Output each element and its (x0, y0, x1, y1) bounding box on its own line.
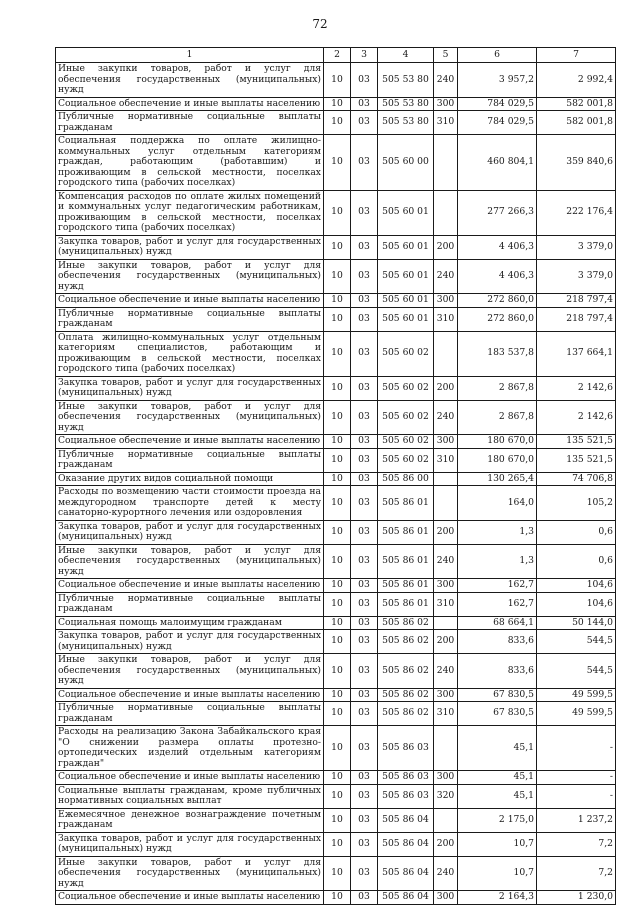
subsection-code: 03 (351, 259, 378, 294)
item-name: Публичные нормативные социальные выплаты гражданам (56, 592, 324, 616)
item-name: Социальное обеспечение и иные выплаты населению (56, 97, 324, 111)
amount-executed: 74 706,8 (537, 472, 616, 486)
amount-planned: 2 867,8 (458, 400, 537, 435)
target-article-code: 505 60 01 (378, 294, 434, 308)
amount-planned: 277 266,3 (458, 190, 537, 235)
amount-executed: 104,6 (537, 592, 616, 616)
table-row (56, 400, 616, 435)
target-article-code: 505 60 02 (378, 448, 434, 472)
section-code: 10 (324, 376, 351, 400)
subsection-code: 03 (351, 856, 378, 891)
page-number: 72 (312, 17, 328, 31)
amount-executed: 7,2 (537, 856, 616, 891)
target-article-code: 505 86 02 (378, 616, 434, 630)
item-name: Закупка товаров, работ и услуг для государственных (муниципальных) нужд (56, 832, 324, 856)
amount-executed: - (537, 726, 616, 771)
expense-type-code: 240 (434, 63, 458, 98)
amount-planned: 272 860,0 (458, 307, 537, 331)
amount-planned: 1,3 (458, 520, 537, 544)
subsection-code: 03 (351, 630, 378, 654)
table-row (56, 294, 616, 308)
item-name: Закупка товаров, работ и услуг для государственных (муниципальных) нужд (56, 376, 324, 400)
amount-planned: 2 175,0 (458, 808, 537, 832)
item-name: Компенсация расходов по оплате жилых помещений и коммунальных услуг педагогическим работникам, проживающим в сельской местности, поселках городского типа (рабочих поселках) (56, 190, 324, 235)
subsection-code: 03 (351, 435, 378, 449)
item-name: Расходы на реализацию Закона Забайкальского края "О снижении размера оплаты протезно-ортопедических изделий отдельным категориям граждан" (56, 726, 324, 771)
target-article-code: 505 86 04 (378, 856, 434, 891)
subsection-code: 03 (351, 235, 378, 259)
amount-executed: 582 001,8 (537, 97, 616, 111)
section-code: 10 (324, 520, 351, 544)
amount-planned: 180 670,0 (458, 435, 537, 449)
expense-type-code: 200 (434, 520, 458, 544)
item-name: Ежемесячное денежное вознаграждение почетным гражданам (56, 808, 324, 832)
item-name: Социальное обеспечение и иные выплаты населению (56, 294, 324, 308)
table-row (56, 688, 616, 702)
target-article-code: 505 86 02 (378, 654, 434, 689)
amount-executed: 49 599,5 (537, 702, 616, 726)
amount-planned: 67 830,5 (458, 688, 537, 702)
expense-type-code: 240 (434, 544, 458, 579)
table-row (56, 190, 616, 235)
amount-executed: 222 176,4 (537, 190, 616, 235)
header-row (56, 48, 616, 63)
item-name: Социальная поддержка по оплате жилищно-коммунальных услуг отдельным категориям граждан, работающим (работавшим) и проживающим в сельской местности, поселках городского типа (рабочих поселках) (56, 135, 324, 191)
table-row (56, 544, 616, 579)
amount-executed: 49 599,5 (537, 688, 616, 702)
subsection-code: 03 (351, 688, 378, 702)
table-row (56, 520, 616, 544)
target-article-code: 505 60 01 (378, 190, 434, 235)
subsection-code: 03 (351, 307, 378, 331)
subsection-code: 03 (351, 832, 378, 856)
subsection-code: 03 (351, 111, 378, 135)
subsection-code: 03 (351, 702, 378, 726)
table-row (56, 784, 616, 808)
section-code: 10 (324, 544, 351, 579)
subsection-code: 03 (351, 808, 378, 832)
target-article-code: 505 86 02 (378, 702, 434, 726)
target-article-code: 505 53 80 (378, 111, 434, 135)
table-row (56, 630, 616, 654)
table-row (56, 579, 616, 593)
expense-type-code: 200 (434, 832, 458, 856)
expense-type-code: 300 (434, 97, 458, 111)
expense-type-code: 310 (434, 702, 458, 726)
amount-planned: 10,7 (458, 856, 537, 891)
item-name: Социальные выплаты гражданам, кроме публичных нормативных социальных выплат (56, 784, 324, 808)
expense-type-code (434, 486, 458, 521)
expense-type-code: 300 (434, 891, 458, 905)
expense-type-code: 200 (434, 376, 458, 400)
item-name: Социальное обеспечение и иные выплаты населению (56, 435, 324, 449)
subsection-code: 03 (351, 486, 378, 521)
item-name: Закупка товаров, работ и услуг для государственных (муниципальных) нужд (56, 630, 324, 654)
amount-executed: 7,2 (537, 832, 616, 856)
subsection-code: 03 (351, 520, 378, 544)
subsection-code: 03 (351, 376, 378, 400)
target-article-code: 505 60 01 (378, 307, 434, 331)
item-name: Иные закупки товаров, работ и услуг для обеспечения государственных (муниципальных) нужд (56, 259, 324, 294)
section-code: 10 (324, 579, 351, 593)
budget-table-body (56, 63, 616, 905)
table-row (56, 376, 616, 400)
table-row (56, 654, 616, 689)
item-name: Иные закупки товаров, работ и услуг для обеспечения государственных (муниципальных) нужд (56, 400, 324, 435)
table-row (56, 448, 616, 472)
expense-type-code: 320 (434, 784, 458, 808)
expense-type-code: 240 (434, 856, 458, 891)
section-code: 10 (324, 400, 351, 435)
amount-executed: 218 797,4 (537, 294, 616, 308)
table-row (56, 702, 616, 726)
section-code: 10 (324, 294, 351, 308)
target-article-code: 505 86 01 (378, 592, 434, 616)
column-header: 6 (458, 48, 537, 63)
subsection-code: 03 (351, 448, 378, 472)
section-code: 10 (324, 784, 351, 808)
amount-executed: 2 142,6 (537, 400, 616, 435)
target-article-code: 505 60 00 (378, 135, 434, 191)
amount-planned: 180 670,0 (458, 448, 537, 472)
amount-executed: 1 237,2 (537, 808, 616, 832)
amount-planned: 2 867,8 (458, 376, 537, 400)
target-article-code: 505 86 01 (378, 486, 434, 521)
target-article-code: 505 86 04 (378, 808, 434, 832)
item-name: Закупка товаров, работ и услуг для государственных (муниципальных) нужд (56, 235, 324, 259)
item-name: Социальное обеспечение и иные выплаты населению (56, 579, 324, 593)
table-row (56, 111, 616, 135)
section-code: 10 (324, 486, 351, 521)
section-code: 10 (324, 688, 351, 702)
expense-type-code: 310 (434, 592, 458, 616)
item-name: Оказание других видов социальной помощи (56, 472, 324, 486)
item-name: Публичные нормативные социальные выплаты гражданам (56, 448, 324, 472)
item-name: Социальное обеспечение и иные выплаты населению (56, 771, 324, 785)
target-article-code: 505 60 02 (378, 331, 434, 376)
target-article-code: 505 86 03 (378, 771, 434, 785)
section-code: 10 (324, 435, 351, 449)
column-header: 3 (351, 48, 378, 63)
subsection-code: 03 (351, 726, 378, 771)
amount-planned: 4 406,3 (458, 235, 537, 259)
amount-planned: 45,1 (458, 771, 537, 785)
table-row (56, 259, 616, 294)
subsection-code: 03 (351, 331, 378, 376)
expense-type-code: 300 (434, 294, 458, 308)
amount-planned: 272 860,0 (458, 294, 537, 308)
section-code: 10 (324, 135, 351, 191)
target-article-code: 505 60 02 (378, 435, 434, 449)
amount-planned: 833,6 (458, 630, 537, 654)
section-code: 10 (324, 331, 351, 376)
table-row (56, 331, 616, 376)
expense-type-code: 310 (434, 448, 458, 472)
amount-planned: 164,0 (458, 486, 537, 521)
target-article-code: 505 86 02 (378, 688, 434, 702)
amount-executed: 2 992,4 (537, 63, 616, 98)
amount-executed: 3 379,0 (537, 235, 616, 259)
expense-type-code: 240 (434, 400, 458, 435)
amount-planned: 3 957,2 (458, 63, 537, 98)
expense-type-code: 300 (434, 688, 458, 702)
section-code: 10 (324, 592, 351, 616)
section-code: 10 (324, 808, 351, 832)
table-row (56, 135, 616, 191)
amount-executed: 3 379,0 (537, 259, 616, 294)
expense-type-code: 240 (434, 654, 458, 689)
item-name: Иные закупки товаров, работ и услуг для обеспечения государственных (муниципальных) нужд (56, 544, 324, 579)
expense-type-code: 300 (434, 579, 458, 593)
amount-executed: 105,2 (537, 486, 616, 521)
column-header: 1 (56, 48, 324, 63)
item-name: Публичные нормативные социальные выплаты гражданам (56, 702, 324, 726)
section-code: 10 (324, 235, 351, 259)
section-code: 10 (324, 448, 351, 472)
amount-executed: 1 230,0 (537, 891, 616, 905)
amount-executed: 544,5 (537, 654, 616, 689)
expense-type-code (434, 726, 458, 771)
section-code: 10 (324, 472, 351, 486)
subsection-code: 03 (351, 190, 378, 235)
section-code: 10 (324, 63, 351, 98)
item-name: Иные закупки товаров, работ и услуг для обеспечения государственных (муниципальных) нужд (56, 654, 324, 689)
column-header: 7 (537, 48, 616, 63)
section-code: 10 (324, 832, 351, 856)
table-row (56, 97, 616, 111)
table-row (56, 726, 616, 771)
amount-planned: 10,7 (458, 832, 537, 856)
amount-executed: 544,5 (537, 630, 616, 654)
expense-type-code: 200 (434, 630, 458, 654)
table-row (56, 486, 616, 521)
target-article-code: 505 86 01 (378, 544, 434, 579)
amount-executed: 582 001,8 (537, 111, 616, 135)
expense-type-code: 300 (434, 435, 458, 449)
target-article-code: 505 53 80 (378, 63, 434, 98)
table-row (56, 435, 616, 449)
amount-planned: 68 664,1 (458, 616, 537, 630)
item-name: Закупка товаров, работ и услуг для государственных (муниципальных) нужд (56, 520, 324, 544)
subsection-code: 03 (351, 294, 378, 308)
section-code: 10 (324, 259, 351, 294)
subsection-code: 03 (351, 579, 378, 593)
target-article-code: 505 53 80 (378, 97, 434, 111)
item-name: Социальное обеспечение и иные выплаты населению (56, 891, 324, 905)
section-code: 10 (324, 726, 351, 771)
item-name: Расходы по возмещению части стоимости проезда на междугородном транспорте детей к месту санаторно-курортного лечения или оздоровления (56, 486, 324, 521)
table-row (56, 472, 616, 486)
amount-executed: 135 521,5 (537, 435, 616, 449)
amount-executed: - (537, 771, 616, 785)
amount-planned: 162,7 (458, 592, 537, 616)
target-article-code: 505 86 01 (378, 520, 434, 544)
amount-planned: 784 029,5 (458, 111, 537, 135)
target-article-code: 505 86 03 (378, 784, 434, 808)
section-code: 10 (324, 630, 351, 654)
amount-executed: - (537, 784, 616, 808)
target-article-code: 505 60 02 (378, 400, 434, 435)
target-article-code: 505 60 02 (378, 376, 434, 400)
target-article-code: 505 86 04 (378, 891, 434, 905)
amount-planned: 162,7 (458, 579, 537, 593)
amount-executed: 135 521,5 (537, 448, 616, 472)
table-row (56, 808, 616, 832)
table-row (56, 592, 616, 616)
amount-executed: 218 797,4 (537, 307, 616, 331)
amount-planned: 45,1 (458, 726, 537, 771)
section-code: 10 (324, 307, 351, 331)
expense-type-code: 300 (434, 771, 458, 785)
amount-executed: 0,6 (537, 544, 616, 579)
subsection-code: 03 (351, 654, 378, 689)
section-code: 10 (324, 616, 351, 630)
table-row (56, 63, 616, 98)
item-name: Иные закупки товаров, работ и услуг для обеспечения государственных (муниципальных) нужд (56, 856, 324, 891)
amount-planned: 45,1 (458, 784, 537, 808)
section-code: 10 (324, 702, 351, 726)
subsection-code: 03 (351, 472, 378, 486)
item-name: Иные закупки товаров, работ и услуг для обеспечения государственных (муниципальных) нужд (56, 63, 324, 98)
table-row (56, 891, 616, 905)
expense-type-code (434, 808, 458, 832)
amount-planned: 130 265,4 (458, 472, 537, 486)
expense-type-code (434, 472, 458, 486)
target-article-code: 505 60 01 (378, 235, 434, 259)
target-article-code: 505 86 00 (378, 472, 434, 486)
item-name: Оплата жилищно-коммунальных услуг отдельным категориям специалистов, работающим и проживающим в сельской местности, поселках городского типа (рабочих поселках) (56, 331, 324, 376)
amount-executed: 359 840,6 (537, 135, 616, 191)
amount-planned: 460 804,1 (458, 135, 537, 191)
item-name: Социальное обеспечение и иные выплаты населению (56, 688, 324, 702)
section-code: 10 (324, 190, 351, 235)
table-row (56, 832, 616, 856)
subsection-code: 03 (351, 771, 378, 785)
table-row (56, 235, 616, 259)
target-article-code: 505 60 01 (378, 259, 434, 294)
column-header: 4 (378, 48, 434, 63)
subsection-code: 03 (351, 891, 378, 905)
amount-executed: 0,6 (537, 520, 616, 544)
target-article-code: 505 86 04 (378, 832, 434, 856)
table-row (56, 856, 616, 891)
expense-type-code: 310 (434, 307, 458, 331)
section-code: 10 (324, 856, 351, 891)
amount-planned: 833,6 (458, 654, 537, 689)
table-row (56, 771, 616, 785)
subsection-code: 03 (351, 592, 378, 616)
section-code: 10 (324, 97, 351, 111)
section-code: 10 (324, 891, 351, 905)
amount-planned: 1,3 (458, 544, 537, 579)
section-code: 10 (324, 771, 351, 785)
expense-type-code: 310 (434, 111, 458, 135)
item-name: Публичные нормативные социальные выплаты гражданам (56, 307, 324, 331)
table-row (56, 307, 616, 331)
amount-executed: 104,6 (537, 579, 616, 593)
amount-planned: 183 537,8 (458, 331, 537, 376)
expense-type-code (434, 616, 458, 630)
section-code: 10 (324, 654, 351, 689)
expense-type-code (434, 331, 458, 376)
amount-executed: 2 142,6 (537, 376, 616, 400)
subsection-code: 03 (351, 400, 378, 435)
item-name: Публичные нормативные социальные выплаты гражданам (56, 111, 324, 135)
amount-planned: 4 406,3 (458, 259, 537, 294)
amount-planned: 2 164,3 (458, 891, 537, 905)
expense-type-code: 200 (434, 235, 458, 259)
amount-executed: 137 664,1 (537, 331, 616, 376)
expense-type-code: 240 (434, 259, 458, 294)
subsection-code: 03 (351, 63, 378, 98)
budget-table (55, 47, 616, 905)
subsection-code: 03 (351, 544, 378, 579)
item-name: Социальная помощь малоимущим гражданам (56, 616, 324, 630)
column-header: 2 (324, 48, 351, 63)
amount-executed: 50 144,0 (537, 616, 616, 630)
expense-type-code (434, 190, 458, 235)
subsection-code: 03 (351, 97, 378, 111)
target-article-code: 505 86 03 (378, 726, 434, 771)
subsection-code: 03 (351, 135, 378, 191)
target-article-code: 505 86 01 (378, 579, 434, 593)
table-row (56, 616, 616, 630)
subsection-code: 03 (351, 616, 378, 630)
target-article-code: 505 86 02 (378, 630, 434, 654)
column-header: 5 (434, 48, 458, 63)
subsection-code: 03 (351, 784, 378, 808)
section-code: 10 (324, 111, 351, 135)
amount-planned: 67 830,5 (458, 702, 537, 726)
amount-planned: 784 029,5 (458, 97, 537, 111)
expense-type-code (434, 135, 458, 191)
